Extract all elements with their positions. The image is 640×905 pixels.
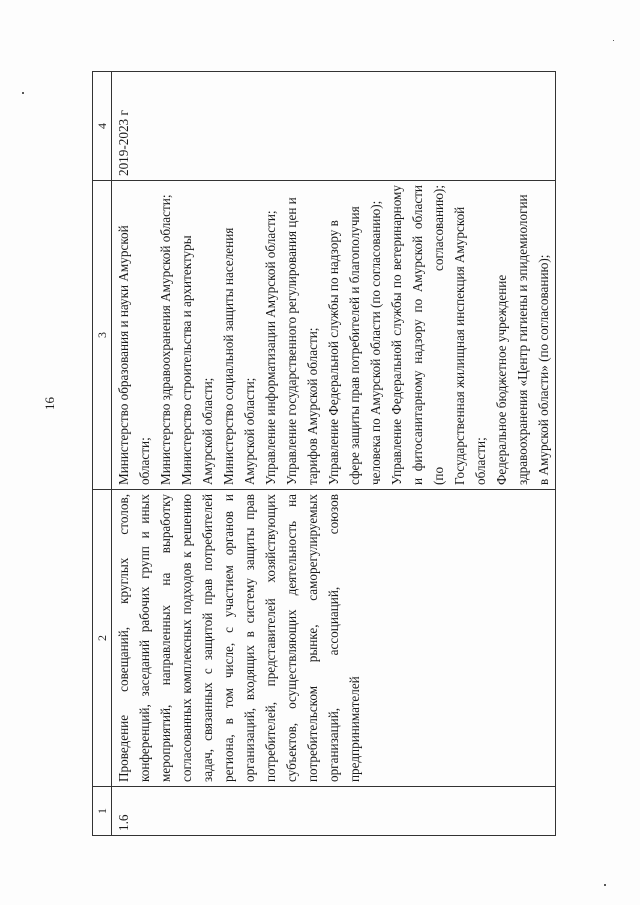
executors-cell bbox=[112, 181, 556, 490]
table-header-row bbox=[93, 72, 112, 836]
executor-item: Федеральное бюджетное учреждение здравоохранения «Центр гигиены и эпидемиологии в Амурской области» (по согласованию); bbox=[494, 194, 551, 485]
scan-speck bbox=[613, 40, 614, 41]
executor-item: Управление Федеральной службы по надзору в сфере защиты прав потребителей и благополучия человека по Амурской области (по согласованию); bbox=[326, 200, 383, 485]
executor-item: Министерство социальной защиты населения Амурской области; bbox=[221, 227, 257, 485]
executor-item: Управление государственного регулирования цен и тарифов Амурской области; bbox=[284, 197, 320, 485]
table-row bbox=[112, 72, 556, 836]
executor-item: Министерство здравоохранения Амурской области; bbox=[158, 194, 173, 485]
executor-item: Управление Федеральной службы по ветеринарному и фитосанитарному надзору по Амурской области (по согласованию); bbox=[389, 185, 446, 485]
period-cell: 2019-2023 г bbox=[112, 72, 556, 181]
scan-speck bbox=[604, 884, 606, 886]
rotated-table-sheet bbox=[92, 76, 592, 836]
header-col-4: 4 bbox=[93, 72, 112, 181]
measure-description: Проведение совещаний, круглых столов, конференций, заседаний рабочих групп и иных мероприятий, направленных на выработку согласованных комплексных подходов к решению задач, связанных с защитой прав потребителей региона, в том числе, с участием органов и организаций, входящих в систему защиты прав потребителей, представителей хозяйствующих субъектов, осуществляющих деятельность на потребительском рынке, саморегулируемых организаций, ассоциаций, союзов предпринимателей bbox=[112, 490, 556, 787]
header-col-1: 1 bbox=[93, 787, 112, 836]
executor-item: Министерство строительства и архитектуры Амурской области; bbox=[179, 235, 215, 485]
header-col-3: 3 bbox=[93, 181, 112, 490]
executor-item: Государственная жилищная инспекция Амурской области; bbox=[452, 206, 488, 485]
executor-item: Министерство образования и науки Амурской области; bbox=[116, 225, 152, 485]
page-number: 16 bbox=[42, 397, 57, 410]
scan-speck bbox=[22, 92, 24, 94]
row-number: 1.6 bbox=[112, 787, 556, 836]
measures-table bbox=[92, 71, 556, 836]
executor-item: Управление информатизации Амурской области; bbox=[263, 210, 278, 485]
header-col-2: 2 bbox=[93, 490, 112, 787]
